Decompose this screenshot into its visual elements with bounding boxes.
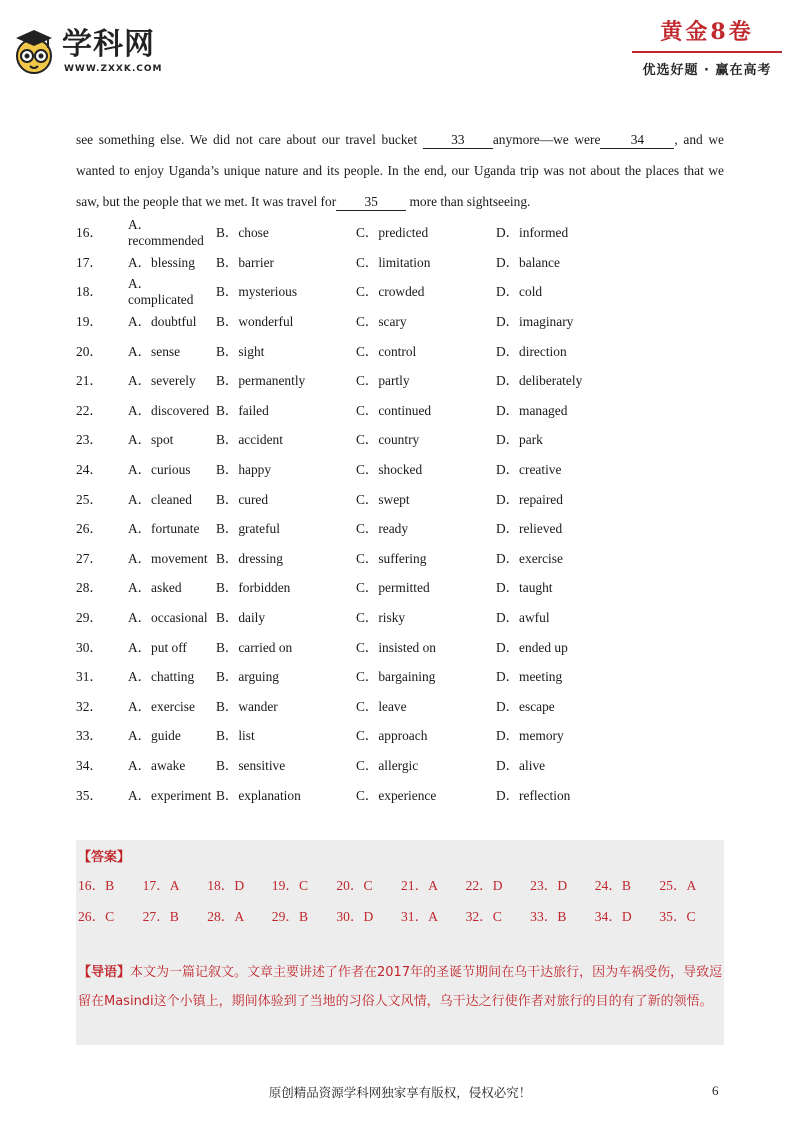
question-number: 23． — [76, 432, 103, 448]
passage-text: , and we wanted to enjoy Uganda’s unique nature and its people. In the end, our Uganda trip was not about the places that we saw, but the people that we met. It was travel for — [76, 132, 725, 209]
option-a: A．curious — [128, 462, 191, 478]
option-a: A．doubtful — [128, 314, 197, 330]
passage-paragraph — [76, 124, 724, 217]
option-d: D．creative — [496, 462, 562, 478]
option-d: D．memory — [496, 728, 564, 744]
option-c: C．risky — [356, 610, 406, 626]
option-a: A．recommended — [128, 217, 204, 249]
question-row — [76, 247, 724, 277]
option-d: D．awful — [496, 610, 550, 626]
owl-mascot-icon — [12, 26, 56, 76]
option-a: A．guide — [128, 728, 181, 744]
answer-item: 23．D — [530, 878, 568, 893]
answer-item: 17．A — [142, 878, 180, 893]
question-number: 27． — [76, 550, 103, 566]
logo-text: 学科网 — [62, 27, 155, 62]
question-row — [76, 306, 724, 336]
question-number: 35． — [76, 787, 103, 803]
option-c: C．approach — [356, 728, 428, 744]
question-row — [76, 365, 724, 395]
options-list — [76, 217, 724, 809]
option-a: A．chatting — [128, 669, 195, 685]
question-number: 34． — [76, 757, 103, 773]
option-c: C．shocked — [356, 462, 423, 478]
option-a: A．occasional — [128, 610, 208, 626]
answer-item: 24．B — [594, 878, 632, 893]
option-a: A．blessing — [128, 254, 195, 270]
answer-item: 35．C — [659, 909, 696, 924]
answer-item: 29．B — [271, 909, 309, 924]
page-number: 6 — [712, 1083, 719, 1098]
answer-item: 16．B — [78, 878, 115, 893]
question-number: 16． — [76, 225, 103, 241]
passage-text: see something else. We did not care about our travel bucket — [76, 132, 423, 147]
option-c: C．insisted on — [356, 639, 436, 655]
main-content — [76, 124, 724, 809]
option-d: D．managed — [496, 402, 568, 418]
question-row — [76, 395, 724, 425]
blank-33: 33 — [423, 132, 493, 149]
guide-text: 本文为一篇记叙文。文章主要讲述了作者在2017年的圣诞节期间在乌干达旅行，因为车祸受伤，导致逗留在Masindi这个小镇上，期间体验到了当地的习俗人文风情，乌干达之行使作者对旅行的目的有了新的领悟。 — [78, 965, 723, 1009]
option-b: B．arguing — [216, 669, 279, 685]
option-c: C．suffering — [356, 550, 427, 566]
option-d: D．informed — [496, 225, 569, 241]
question-row — [76, 217, 724, 247]
question-row — [76, 602, 724, 632]
passage-text: anymore—we were — [492, 132, 601, 147]
option-b: B．list — [216, 728, 255, 744]
option-a: A．severely — [128, 373, 196, 389]
option-a: A．fortunate — [128, 521, 200, 537]
brand-title: 黄金8卷 — [632, 18, 782, 53]
passage-text: more than sightseeing. — [406, 194, 531, 209]
option-c: C．country — [356, 432, 420, 448]
option-b: B．barrier — [216, 254, 275, 270]
option-c: C．bargaining — [356, 669, 436, 685]
option-c: C．swept — [356, 491, 410, 507]
option-c: C．continued — [356, 402, 432, 418]
question-row — [76, 691, 724, 721]
guide-paragraph — [78, 958, 724, 1016]
option-a: A．discovered — [128, 402, 210, 418]
question-number: 30． — [76, 639, 103, 655]
answer-item: 27．B — [142, 909, 179, 924]
question-row — [76, 424, 724, 454]
question-row — [76, 454, 724, 484]
option-b: B．forbidden — [216, 580, 291, 596]
question-number: 20． — [76, 343, 103, 359]
question-row — [76, 483, 724, 513]
option-b: B．cured — [216, 491, 269, 507]
option-a: A．asked — [128, 580, 182, 596]
answer-item: 18．D — [207, 878, 245, 893]
option-a: A．cleaned — [128, 491, 192, 507]
question-number: 17． — [76, 254, 103, 270]
option-d: D．ended up — [496, 639, 568, 655]
question-row — [76, 276, 724, 306]
option-b: B．mysterious — [216, 284, 298, 300]
option-d: D．imaginary — [496, 314, 574, 330]
question-row — [76, 335, 724, 365]
answer-item: 21．A — [400, 878, 438, 893]
option-a: A．sense — [128, 343, 181, 359]
option-b: B．happy — [216, 462, 272, 478]
option-d: D．escape — [496, 698, 555, 714]
option-b: B．carried on — [216, 639, 293, 655]
option-a: A．movement — [128, 550, 208, 566]
option-b: B．failed — [216, 402, 269, 418]
option-c: C．predicted — [356, 225, 429, 241]
answer-item: 28．A — [207, 909, 245, 924]
option-d: D．balance — [496, 254, 560, 270]
question-number: 28． — [76, 580, 103, 596]
option-a: A．experiment — [128, 787, 212, 803]
blank-34: 34 — [600, 132, 674, 149]
answer-item: 26．C — [78, 909, 115, 924]
question-row — [76, 779, 724, 809]
question-row — [76, 513, 724, 543]
option-a: A．exercise — [128, 698, 195, 714]
option-b: B．sight — [216, 343, 265, 359]
option-b: B．wonderful — [216, 314, 294, 330]
option-d: D．direction — [496, 343, 567, 359]
option-b: B．chose — [216, 225, 269, 241]
question-number: 33． — [76, 728, 103, 744]
answer-label: 【答案】 — [78, 850, 131, 865]
option-b: B．sensitive — [216, 757, 286, 773]
option-d: D．taught — [496, 580, 553, 596]
option-a: A．spot — [128, 432, 174, 448]
logo-url: WWW.ZXXK.COM — [64, 64, 163, 74]
option-c: C．permitted — [356, 580, 430, 596]
page-header — [0, 0, 800, 100]
option-c: C．scary — [356, 314, 407, 330]
blank-35: 35 — [336, 194, 406, 211]
option-d: D．repaired — [496, 491, 563, 507]
option-c: C．limitation — [356, 254, 431, 270]
question-number: 18． — [76, 284, 103, 300]
option-b: B．daily — [216, 610, 266, 626]
question-row — [76, 572, 724, 602]
question-row — [76, 750, 724, 780]
brand-block — [632, 18, 782, 78]
question-row — [76, 720, 724, 750]
option-d: D．deliberately — [496, 373, 583, 389]
answer-item: 34．D — [594, 909, 632, 924]
answer-item: 32．C — [465, 909, 502, 924]
zxxk-logo[interactable] — [12, 26, 212, 82]
option-b: B．wander — [216, 698, 278, 714]
question-number: 32． — [76, 698, 103, 714]
question-number: 31． — [76, 669, 103, 685]
option-d: D．reflection — [496, 787, 571, 803]
brand-subtitle: 优选好题 · 赢在高考 — [642, 63, 772, 78]
option-a: A．awake — [128, 757, 186, 773]
option-c: C．ready — [356, 521, 409, 537]
answer-section — [76, 840, 724, 1045]
option-c: C．experience — [356, 787, 437, 803]
option-d: D．park — [496, 432, 543, 448]
question-number: 24． — [76, 462, 103, 478]
option-a: A．put off — [128, 639, 187, 655]
question-row — [76, 543, 724, 573]
option-c: C．partly — [356, 373, 410, 389]
question-number: 19． — [76, 314, 103, 330]
option-b: B．grateful — [216, 521, 280, 537]
option-d: D．exercise — [496, 550, 563, 566]
option-d: D．alive — [496, 757, 546, 773]
option-c: C．allergic — [356, 757, 419, 773]
question-number: 22． — [76, 402, 103, 418]
question-row — [76, 631, 724, 661]
option-b: B．accident — [216, 432, 283, 448]
answer-item: 22．D — [465, 878, 503, 893]
option-b: B．permanently — [216, 373, 306, 389]
answer-item: 19．C — [271, 878, 309, 893]
question-number: 25． — [76, 491, 103, 507]
question-number: 26． — [76, 521, 103, 537]
answer-item: 31．A — [400, 909, 438, 924]
option-b: B．explanation — [216, 787, 301, 803]
answer-item: 25．A — [659, 878, 697, 893]
guide-label: 【导语】 — [78, 965, 131, 980]
option-d: D．cold — [496, 284, 543, 300]
question-number: 29． — [76, 610, 103, 626]
option-b: B．dressing — [216, 550, 283, 566]
option-a: A．complicated — [128, 276, 194, 308]
answer-row — [78, 874, 724, 894]
option-c: C．crowded — [356, 284, 425, 300]
option-d: D．relieved — [496, 521, 563, 537]
option-c: C．control — [356, 343, 417, 359]
answer-row — [78, 905, 724, 925]
question-row — [76, 661, 724, 691]
answer-item: 33．B — [530, 909, 567, 924]
answer-item: 30．D — [336, 909, 374, 924]
option-c: C．leave — [356, 698, 407, 714]
answer-item: 20．C — [336, 878, 373, 893]
question-number: 21． — [76, 373, 103, 389]
footer-copyright: 原创精品资源学科网独家享有版权，侵权必究！ — [268, 1085, 532, 1100]
option-d: D．meeting — [496, 669, 563, 685]
